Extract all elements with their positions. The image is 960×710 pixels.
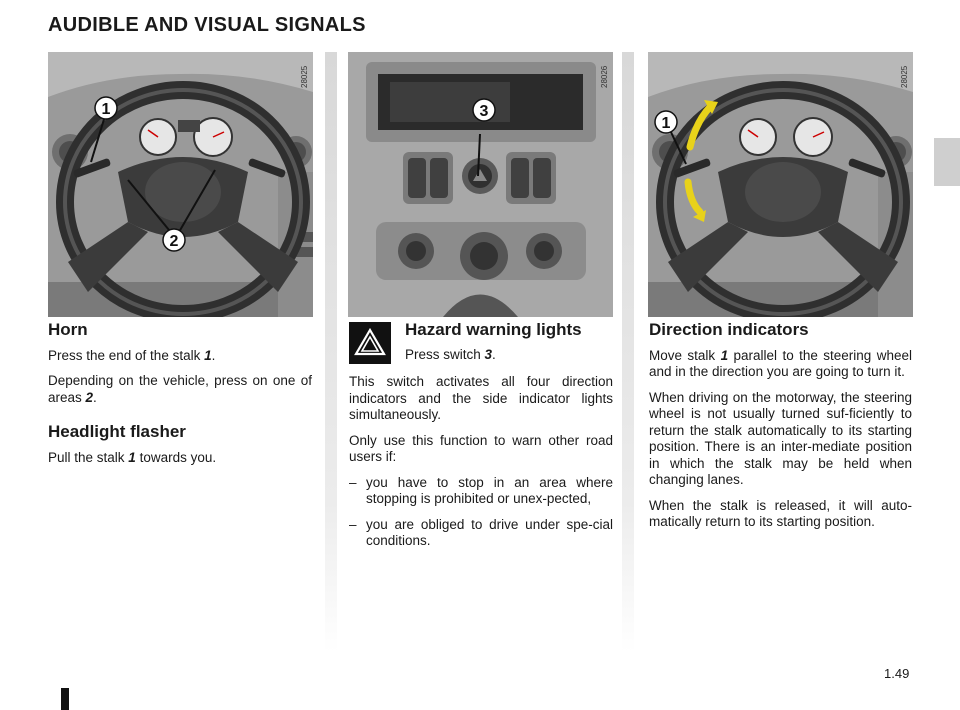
hazard-heading: Hazard warning lights — [405, 320, 582, 339]
list-item: – you are obliged to drive under spe-cial conditions. — [349, 516, 613, 548]
callout-3: 3 — [479, 103, 489, 120]
callout-1: 1 — [661, 115, 671, 132]
direction-figure — [648, 52, 913, 317]
dashboard-console-illustration — [348, 52, 613, 317]
section-tab — [934, 138, 960, 186]
direction-heading: Direction indicators — [649, 320, 809, 339]
steering-wheel-illustration — [648, 52, 913, 317]
horn-paragraph-2: Depending on the vehicle, press on one of areas 2. — [48, 373, 312, 405]
hazard-paragraph-3: Only use this function to warn other road users if: — [349, 432, 613, 464]
column-divider — [325, 52, 337, 652]
figure-reference: 28025 — [300, 65, 309, 88]
column-divider — [622, 52, 634, 652]
direction-paragraph-2: When driving on the motorway, the steering wheel is not usually turned suf-ficiently to return the stalk automatically to its starting position. There is an inter-mediate position in which the stalk may be held when changing lanes. — [649, 389, 912, 487]
hazard-figure — [348, 52, 613, 317]
horn-paragraph-1: Press the end of the stalk 1. — [48, 347, 216, 363]
hazard-paragraph-1: Press switch 3. — [405, 346, 496, 362]
direction-paragraph-3: When the stalk is released, it will auto-matically return to its starting position. — [649, 497, 912, 529]
horn-column — [48, 322, 312, 475]
page-title: AUDIBLE AND VISUAL SIGNALS — [48, 14, 366, 36]
hazard-warning-triangle-icon — [349, 322, 391, 364]
callout-2: 2 — [169, 233, 179, 250]
horn-figure — [48, 52, 313, 317]
horn-heading: Horn — [48, 320, 88, 339]
figure-reference: 28025 — [900, 65, 909, 88]
figure-reference: 28026 — [600, 65, 609, 88]
direction-column — [649, 322, 912, 540]
page-corner-mark — [61, 688, 69, 710]
flasher-paragraph: Pull the stalk 1 towards you. — [48, 449, 217, 465]
steering-wheel-illustration — [48, 52, 313, 317]
hazard-column — [349, 322, 613, 559]
flasher-heading: Headlight flasher — [48, 422, 186, 441]
hazard-paragraph-2: This switch activates all four direction indicators and the side indicator lights simultaneously. — [349, 374, 613, 422]
direction-paragraph-1: Move stalk 1 parallel to the steering wheel and in the direction you are going to turn it. — [649, 347, 912, 379]
page-number: 1.49 — [884, 666, 910, 681]
callout-1: 1 — [101, 101, 111, 118]
list-item: – you have to stop in an area where stopping is prohibited or unex-pected, — [349, 474, 613, 506]
